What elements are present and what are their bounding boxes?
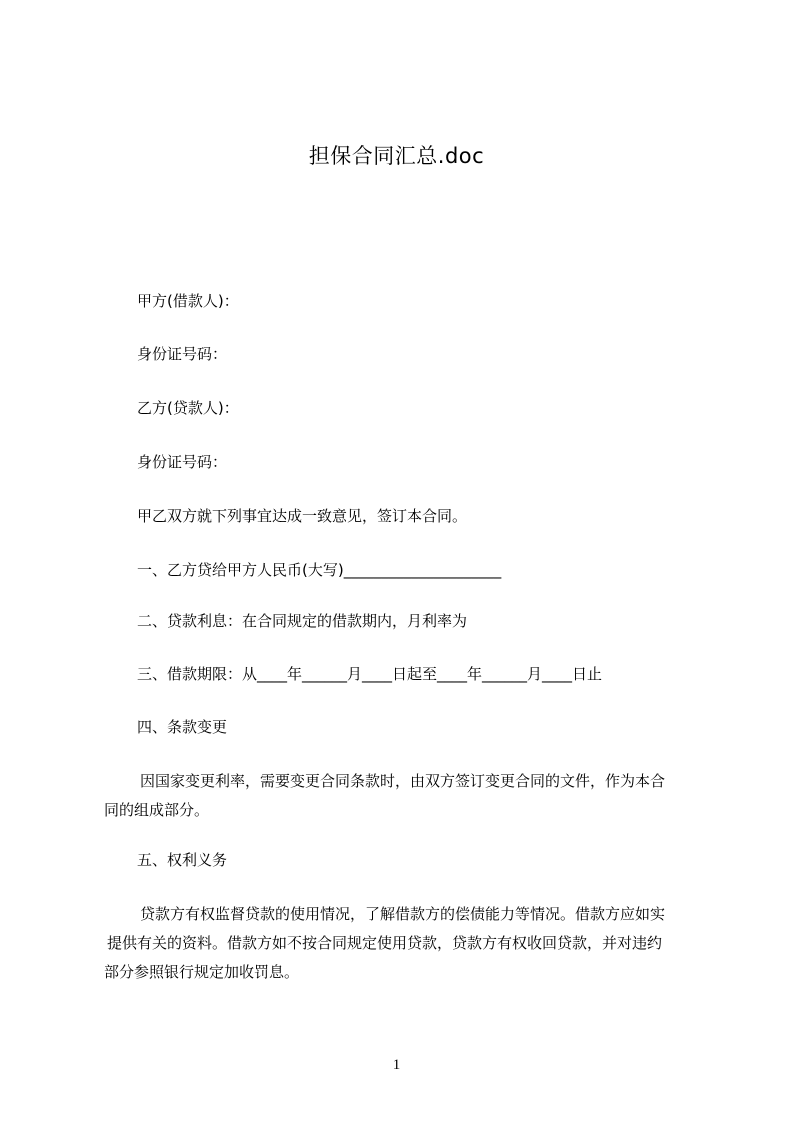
document-title: 担保合同汇总.doc — [308, 144, 485, 168]
party-b-id-line: 身份证号码： — [137, 453, 228, 471]
clause-5-paragraph — [104, 900, 700, 987]
clause-4-heading: 四、条款变更 — [137, 718, 228, 736]
party-a-id-line: 身份证号码： — [137, 345, 228, 363]
agreement-line: 甲乙双方就下列事宜达成一致意见，签订本合同。 — [137, 507, 468, 525]
clause-2-line: 二、贷款利息：在合同规定的借款期内，月利率为 — [137, 612, 468, 630]
clause-5-paragraph-row: 提供有关的资料。借款方如不按合同规定使用贷款，贷款方有权收回贷款，并对违约 — [107, 934, 663, 952]
clause-5-paragraph-row: 部分参照银行规定加收罚息。 — [104, 963, 300, 981]
clause-5-heading: 五、权利义务 — [137, 851, 228, 869]
clause-1-line: 一、乙方贷给甲方人民币(大写)_____________________ — [137, 561, 502, 579]
party-b-line: 乙方(贷款人)： — [137, 399, 239, 417]
clause-4-paragraph-row: 同的组成部分。 — [104, 801, 210, 819]
party-a-line: 甲方(借款人)： — [137, 292, 239, 310]
clause-5-paragraph-row: 贷款方有权监督贷款的使用情况，了解借款方的偿债能力等情况。借款方应如实 — [140, 905, 666, 923]
clause-3-line: 三、借款期限：从____年______月____日起至____年______月____日止 — [137, 665, 603, 683]
clause-4-paragraph — [104, 767, 700, 825]
page-number: 1 — [392, 1057, 401, 1073]
clause-4-paragraph-row: 因国家变更利率，需要变更合同条款时，由双方签订变更合同的文件，作为本合 — [140, 772, 666, 790]
